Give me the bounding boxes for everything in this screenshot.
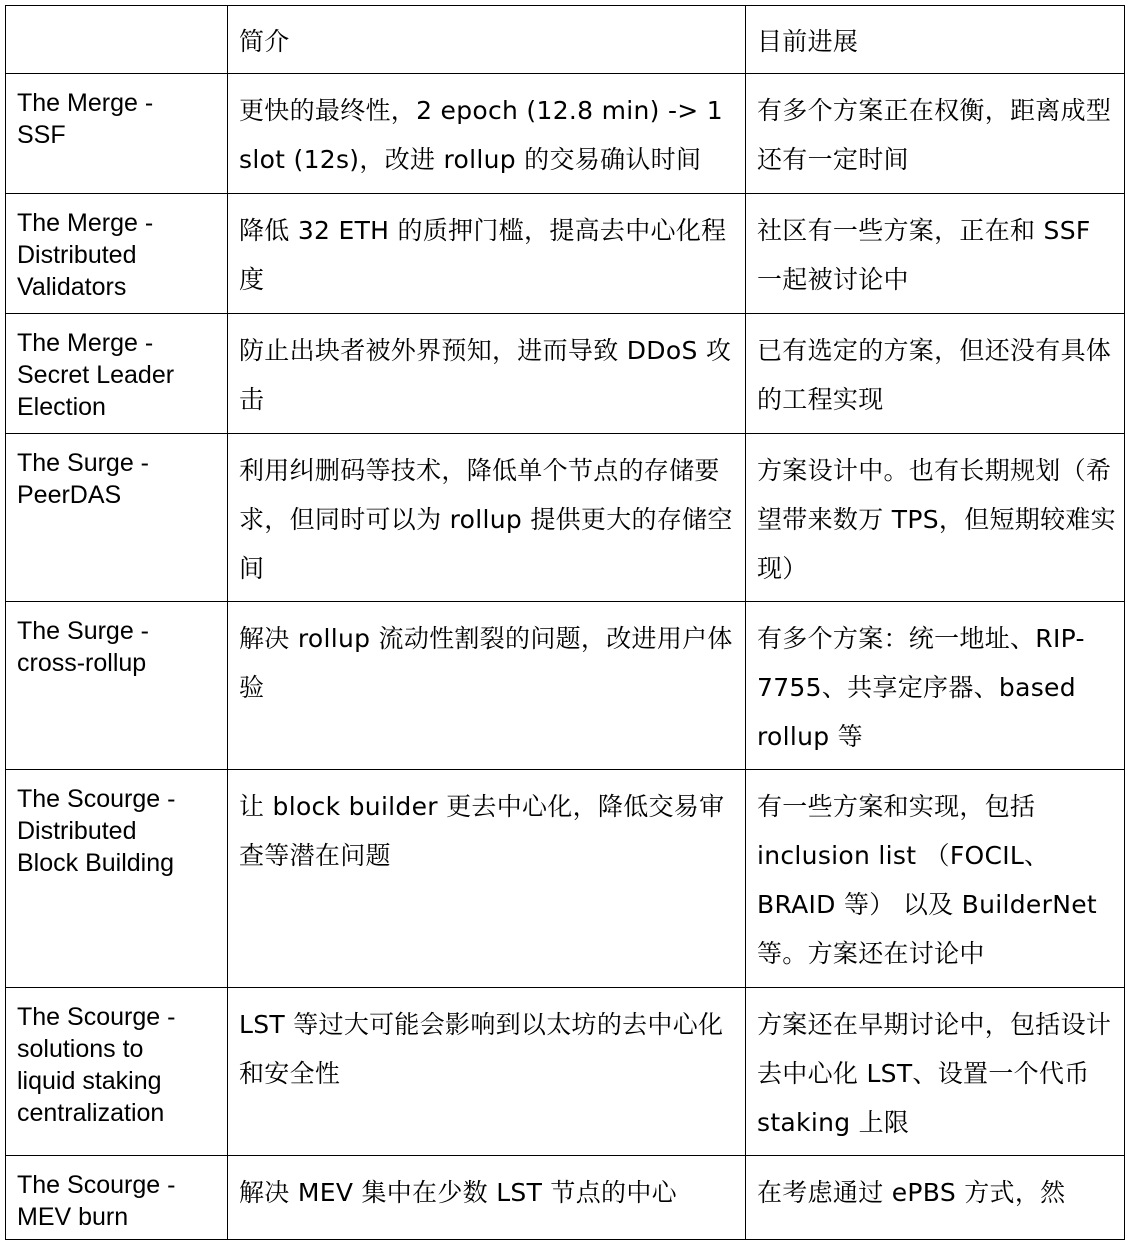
row-intro: 解决 rollup 流动性割裂的问题，改进用户体验 [239, 624, 733, 702]
row-name: The Scourge - Distributed Block Building [17, 785, 176, 877]
row-name: The Merge - SSF [17, 89, 154, 149]
row-progress: 在考虑通过 ePBS 方式，然 [757, 1178, 1066, 1207]
table-row [6, 602, 1125, 770]
row-name: The Scourge - solutions to liquid staking centralization [17, 1003, 176, 1127]
row-intro: 防止出块者被外界预知，进而导致 DDoS 攻击 [239, 336, 732, 414]
row-intro: 让 block builder 更去中心化，降低交易审查等潜在问题 [239, 792, 725, 870]
table-row [6, 770, 1125, 988]
table-row [6, 74, 1125, 194]
table-row [6, 194, 1125, 314]
table-header-row [6, 6, 1125, 74]
row-progress: 已有选定的方案，但还没有具体的工程实现 [757, 336, 1112, 414]
row-progress: 方案设计中。也有长期规划（希望带来数万 TPS，但短期较难实现） [757, 456, 1116, 583]
row-intro: 解决 MEV 集中在少数 LST 节点的中心 [239, 1178, 677, 1207]
row-progress: 有一些方案和实现，包括 inclusion list （FOCIL、BRAID 等） 以及 BuilderNet 等。方案还在讨论中 [757, 792, 1097, 968]
row-name: The Merge - Distributed Validators [17, 209, 154, 301]
row-progress: 社区有一些方案，正在和 SSF 一起被讨论中 [757, 216, 1091, 294]
table-row [6, 988, 1125, 1156]
row-intro: 降低 32 ETH 的质押门槛，提高去中心化程度 [239, 216, 727, 294]
row-progress: 有多个方案：统一地址、RIP-7755、共享定序器、based rollup 等 [757, 624, 1085, 751]
row-name: The Surge - PeerDAS [17, 449, 150, 509]
row-progress: 有多个方案正在权衡，距离成型还有一定时间 [757, 96, 1112, 174]
table-row [6, 314, 1125, 434]
row-name: The Scourge - MEV burn [17, 1171, 176, 1231]
row-intro: 更快的最终性，2 epoch (12.8 min) -> 1 slot (12s)，改进 rollup 的交易确认时间 [239, 96, 723, 174]
row-progress: 方案还在早期讨论中，包括设计去中心化 LST、设置一个代币 staking 上限 [757, 1010, 1112, 1137]
row-intro: 利用纠删码等技术，降低单个节点的存储要求，但同时可以为 rollup 提供更大的存储空间 [239, 456, 733, 583]
roadmap-table [5, 5, 1125, 1240]
row-name: The Merge - Secret Leader Election [17, 329, 175, 421]
header-cell-empty [6, 6, 228, 74]
header-cell-intro: 简介 [228, 6, 746, 74]
row-intro: LST 等过大可能会影响到以太坊的去中心化和安全性 [239, 1010, 724, 1088]
table-row [6, 1156, 1125, 1240]
header-cell-progress: 目前进展 [746, 6, 1125, 74]
table-row [6, 434, 1125, 602]
row-name: The Surge - cross-rollup [17, 617, 150, 677]
